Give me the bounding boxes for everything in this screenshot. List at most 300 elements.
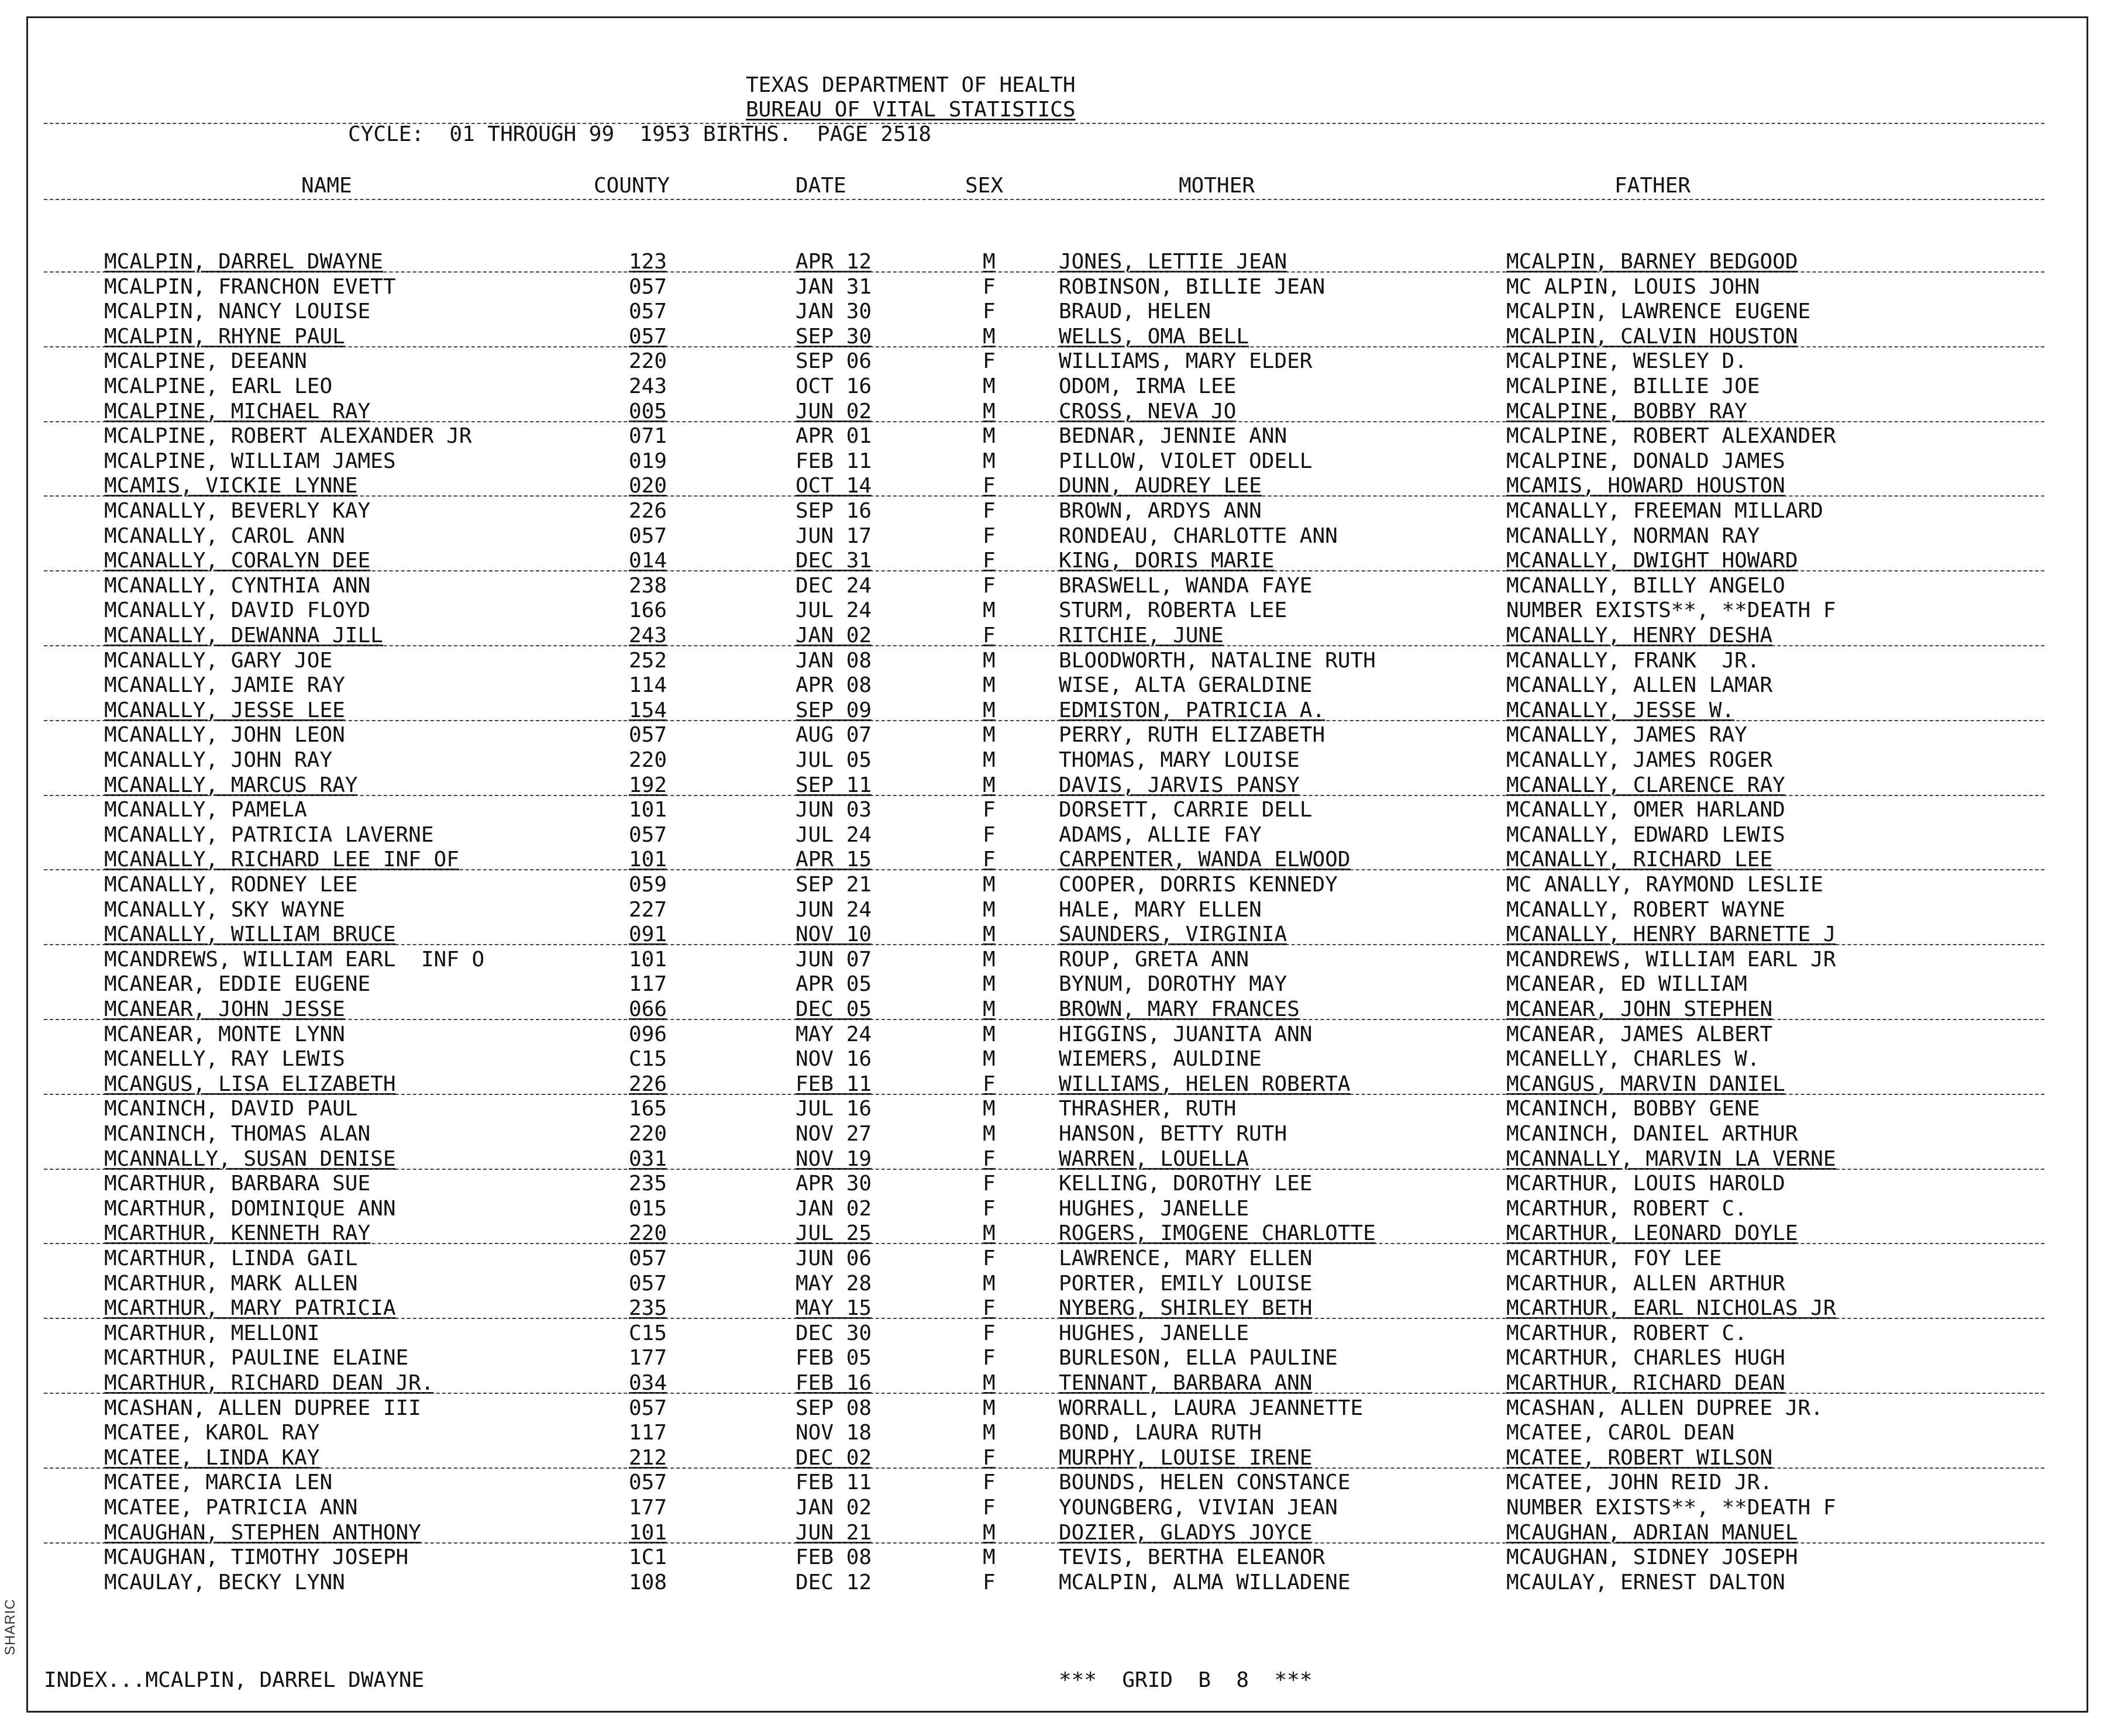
cell-father: MCANGUS, MARVIN DANIEL — [1506, 1072, 1785, 1096]
cell-father: MCALPINE, BOBBY RAY — [1506, 399, 1747, 423]
cell-county: 166 — [629, 598, 667, 622]
cell-mother: BROWN, MARY FRANCES — [1059, 997, 1300, 1021]
cell-sex: M — [983, 773, 996, 797]
cell-date: JUL 24 — [796, 823, 872, 847]
cell-father: MCARTHUR, FOY LEE — [1506, 1246, 1722, 1270]
cell-name: MCATEE, LINDA KAY — [104, 1446, 320, 1470]
cell-sex: M — [983, 1371, 996, 1395]
cell-father: MCALPIN, CALVIN HOUSTON — [1506, 325, 1798, 349]
cell-name: MCARTHUR, BARBARA SUE — [104, 1172, 371, 1196]
cell-mother: BOUNDS, HELEN CONSTANCE — [1059, 1470, 1351, 1494]
cell-date: SEP 11 — [796, 773, 872, 797]
cell-father: MCANDREWS, WILLIAM EARL JR — [1506, 948, 1836, 972]
cell-date: JAN 02 — [796, 1496, 872, 1520]
row-separator — [44, 346, 2044, 347]
cell-date: JUL 24 — [796, 598, 872, 622]
cell-sex: M — [983, 1022, 996, 1046]
col-header-county: COUNTY — [594, 174, 670, 198]
cell-county: 154 — [629, 698, 667, 722]
cell-sex: M — [983, 399, 996, 423]
row-separator — [44, 271, 2044, 273]
cell-father: MCANALLY, NORMAN RAY — [1506, 524, 1760, 548]
row-separator — [44, 1243, 2044, 1244]
cell-name: MCANALLY, RODNEY LEE — [104, 873, 358, 897]
cell-date: JUL 05 — [796, 748, 872, 772]
cell-sex: F — [983, 299, 996, 323]
cell-mother: BROWN, ARDYS ANN — [1059, 499, 1262, 523]
header-divider — [44, 123, 2044, 124]
cell-mother: STURM, ROBERTA LEE — [1059, 598, 1287, 622]
cell-father: NUMBER EXISTS**, **DEATH F — [1506, 598, 1836, 622]
cell-father: MCARTHUR, ALLEN ARTHUR — [1506, 1272, 1785, 1296]
cell-mother: KELLING, DOROTHY LEE — [1059, 1172, 1313, 1196]
row-separator — [44, 645, 2044, 646]
cell-mother: WIEMERS, AULDINE — [1059, 1047, 1262, 1071]
cell-father: MCANELLY, CHARLES W. — [1506, 1047, 1760, 1071]
cycle-line: CYCLE: 01 THROUGH 99 1953 BIRTHS. PAGE 2518 — [348, 122, 931, 146]
cell-father: MCANALLY, JAMES ROGER — [1506, 748, 1773, 772]
cell-name: MCANEAR, JOHN JESSE — [104, 997, 345, 1021]
cell-date: NOV 19 — [796, 1147, 872, 1171]
cell-sex: F — [983, 798, 996, 822]
cell-name: MCANALLY, JOHN RAY — [104, 748, 333, 772]
cell-father: MCALPINE, DONALD JAMES — [1506, 449, 1785, 473]
cell-father: MCANEAR, JOHN STEPHEN — [1506, 997, 1773, 1021]
cell-sex: M — [983, 449, 996, 473]
cell-date: APR 30 — [796, 1172, 872, 1196]
cell-mother: PORTER, EMILY LOUISE — [1059, 1272, 1313, 1296]
cell-sex: F — [983, 499, 996, 523]
cell-date: NOV 16 — [796, 1047, 872, 1071]
cell-father: MCANEAR, JAMES ALBERT — [1506, 1022, 1773, 1046]
cell-mother: NYBERG, SHIRLEY BETH — [1059, 1296, 1313, 1320]
cell-mother: HALE, MARY ELLEN — [1059, 898, 1262, 922]
cell-name: MCANALLY, GARY JOE — [104, 649, 333, 673]
cell-mother: WILLIAMS, MARY ELDER — [1059, 349, 1313, 373]
column-header-divider — [44, 199, 2044, 200]
cell-sex: M — [983, 698, 996, 722]
cell-date: JUN 24 — [796, 898, 872, 922]
cell-county: 066 — [629, 997, 667, 1021]
cell-date: JAN 02 — [796, 1197, 872, 1221]
cell-name: MCANALLY, DAVID FLOYD — [104, 598, 371, 622]
cell-county: 226 — [629, 499, 667, 523]
cell-father: MCANALLY, DWIGHT HOWARD — [1506, 549, 1798, 573]
cell-mother: BEDNAR, JENNIE ANN — [1059, 424, 1287, 448]
cell-date: FEB 08 — [796, 1545, 872, 1569]
cell-name: MCALPINE, WILLIAM JAMES — [104, 449, 396, 473]
cell-county: 177 — [629, 1496, 667, 1520]
col-header-mother: MOTHER — [1179, 174, 1255, 198]
cell-sex: F — [983, 474, 996, 498]
cell-mother: MURPHY, LOUISE IRENE — [1059, 1446, 1313, 1470]
cell-county: 057 — [629, 299, 667, 323]
cell-mother: ROBINSON, BILLIE JEAN — [1059, 275, 1325, 299]
cell-name: MCANALLY, PAMELA — [104, 798, 307, 822]
cell-name: MCATEE, MARCIA LEN — [104, 1470, 333, 1494]
cell-name: MCATEE, PATRICIA ANN — [104, 1496, 358, 1520]
cell-sex: F — [983, 1197, 996, 1221]
cell-name: MCARTHUR, RICHARD DEAN JR. — [104, 1371, 434, 1395]
col-header-date: DATE — [796, 174, 846, 198]
cell-sex: M — [983, 673, 996, 697]
cell-county: C15 — [629, 1321, 667, 1345]
cell-name: MCALPINE, MICHAEL RAY — [104, 399, 371, 423]
cell-sex: F — [983, 349, 996, 373]
cell-date: FEB 11 — [796, 1470, 872, 1494]
cell-name: MCANALLY, RICHARD LEE INF OF — [104, 848, 459, 872]
cell-date: DEC 12 — [796, 1570, 872, 1594]
cell-mother: TEVIS, BERTHA ELEANOR — [1059, 1545, 1325, 1569]
index-line: INDEX...MCALPIN, DARREL DWAYNE — [44, 1668, 425, 1692]
cell-father: MCANEAR, ED WILLIAM — [1506, 972, 1747, 996]
cell-name: MCALPIN, FRANCHON EVETT — [104, 275, 396, 299]
cell-county: 235 — [629, 1172, 667, 1196]
cell-date: NOV 10 — [796, 922, 872, 946]
report-subtitle: BUREAU OF VITAL STATISTICS — [746, 98, 1076, 122]
cell-father: MCANALLY, CLARENCE RAY — [1506, 773, 1785, 797]
cell-sex: F — [983, 1246, 996, 1270]
cell-name: MCASHAN, ALLEN DUPREE III — [104, 1396, 421, 1420]
cell-name: MCARTHUR, MARK ALLEN — [104, 1272, 358, 1296]
cell-date: APR 15 — [796, 848, 872, 872]
cell-name: MCATEE, KAROL RAY — [104, 1421, 320, 1445]
cell-county: C15 — [629, 1047, 667, 1071]
cell-mother: EDMISTON, PATRICIA A. — [1059, 698, 1325, 722]
cell-father: MCAMIS, HOWARD HOUSTON — [1506, 474, 1785, 498]
cell-county: 091 — [629, 922, 667, 946]
cell-mother: PILLOW, VIOLET ODELL — [1059, 449, 1313, 473]
cell-county: 057 — [629, 1246, 667, 1270]
cell-county: 005 — [629, 399, 667, 423]
cell-father: MCARTHUR, LEONARD DOYLE — [1506, 1221, 1798, 1245]
cell-name: MCANALLY, JAMIE RAY — [104, 673, 345, 697]
cell-sex: M — [983, 649, 996, 673]
cell-father: MCANALLY, ROBERT WAYNE — [1506, 898, 1785, 922]
cell-date: JAN 08 — [796, 649, 872, 673]
cell-father: MCAUGHAN, ADRIAN MANUEL — [1506, 1521, 1798, 1545]
cell-sex: M — [983, 1221, 996, 1245]
cell-sex: F — [983, 524, 996, 548]
cell-mother: SAUNDERS, VIRGINIA — [1059, 922, 1287, 946]
cell-county: 057 — [629, 823, 667, 847]
cell-name: MCAUGHAN, STEPHEN ANTHONY — [104, 1521, 421, 1545]
cell-sex: M — [983, 1396, 996, 1420]
cell-mother: JONES, LETTIE JEAN — [1059, 250, 1287, 274]
cell-sex: M — [983, 1421, 996, 1445]
cell-sex: M — [983, 325, 996, 349]
cell-county: 117 — [629, 972, 667, 996]
cell-name: MCAUGHAN, TIMOTHY JOSEPH — [104, 1545, 409, 1569]
cell-date: MAY 15 — [796, 1296, 872, 1320]
cell-mother: PERRY, RUTH ELIZABETH — [1059, 723, 1325, 747]
cell-sex: F — [983, 1496, 996, 1520]
cell-sex: F — [983, 848, 996, 872]
cell-county: 101 — [629, 798, 667, 822]
cell-name: MCANNALLY, SUSAN DENISE — [104, 1147, 396, 1171]
cell-name: MCANALLY, CAROL ANN — [104, 524, 345, 548]
cell-father: MC ALPIN, LOUIS JOHN — [1506, 275, 1760, 299]
cell-county: 057 — [629, 1396, 667, 1420]
cell-mother: DORSETT, CARRIE DELL — [1059, 798, 1313, 822]
cell-mother: BLOODWORTH, NATALINE RUTH — [1059, 649, 1376, 673]
cell-mother: DOZIER, GLADYS JOYCE — [1059, 1521, 1313, 1545]
cell-mother: TENNANT, BARBARA ANN — [1059, 1371, 1313, 1395]
cell-mother: ROGERS, IMOGENE CHARLOTTE — [1059, 1221, 1376, 1245]
cell-date: DEC 30 — [796, 1321, 872, 1345]
cell-sex: M — [983, 748, 996, 772]
cell-sex: F — [983, 574, 996, 598]
cell-county: 057 — [629, 723, 667, 747]
cell-sex: M — [983, 1272, 996, 1296]
cell-date: FEB 11 — [796, 449, 872, 473]
cell-mother: WELLS, OMA BELL — [1059, 325, 1249, 349]
cell-county: 096 — [629, 1022, 667, 1046]
cell-sex: F — [983, 1172, 996, 1196]
row-separator — [44, 1094, 2044, 1095]
cell-father: MCANNALLY, MARVIN LA VERNE — [1506, 1147, 1836, 1171]
cell-county: 1C1 — [629, 1545, 667, 1569]
cell-father: MCATEE, ROBERT WILSON — [1506, 1446, 1773, 1470]
cell-name: MCARTHUR, DOMINIQUE ANN — [104, 1197, 396, 1221]
cell-sex: M — [983, 972, 996, 996]
cell-date: JUN 17 — [796, 524, 872, 548]
cell-father: MCANALLY, OMER HARLAND — [1506, 798, 1785, 822]
cell-father: MCANALLY, HENRY BARNETTE J — [1506, 922, 1836, 946]
cell-mother: HANSON, BETTY RUTH — [1059, 1122, 1287, 1146]
cell-county: 057 — [629, 325, 667, 349]
cell-father: MCALPINE, ROBERT ALEXANDER — [1506, 424, 1836, 448]
cell-county: 165 — [629, 1097, 667, 1121]
cell-sex: M — [983, 374, 996, 398]
cell-mother: HUGHES, JANELLE — [1059, 1321, 1249, 1345]
cell-mother: BURLESON, ELLA PAULINE — [1059, 1346, 1338, 1370]
row-separator — [44, 795, 2044, 796]
cell-father: MCALPIN, LAWRENCE EUGENE — [1506, 299, 1811, 323]
cell-name: MCALPIN, DARREL DWAYNE — [104, 250, 383, 274]
cell-mother: HIGGINS, JUANITA ANN — [1059, 1022, 1313, 1046]
cell-mother: WORRALL, LAURA JEANNETTE — [1059, 1396, 1364, 1420]
cell-mother: CROSS, NEVA JO — [1059, 399, 1237, 423]
cell-mother: YOUNGBERG, VIVIAN JEAN — [1059, 1496, 1338, 1520]
cell-county: 057 — [629, 1470, 667, 1494]
cell-mother: WISE, ALTA GERALDINE — [1059, 673, 1313, 697]
cell-date: FEB 16 — [796, 1371, 872, 1395]
cell-mother: HUGHES, JANELLE — [1059, 1197, 1249, 1221]
cell-county: 020 — [629, 474, 667, 498]
cell-sex: M — [983, 1047, 996, 1071]
cell-name: MCARTHUR, PAULINE ELAINE — [104, 1346, 409, 1370]
cell-county: 238 — [629, 574, 667, 598]
cell-county: 057 — [629, 1272, 667, 1296]
cell-sex: F — [983, 823, 996, 847]
cell-mother: DUNN, AUDREY LEE — [1059, 474, 1262, 498]
cell-county: 101 — [629, 1521, 667, 1545]
cell-name: MCANEAR, MONTE LYNN — [104, 1022, 345, 1046]
cell-name: MCANALLY, DEWANNA JILL — [104, 624, 383, 647]
row-separator — [44, 1468, 2044, 1469]
cell-father: MCARTHUR, LOUIS HAROLD — [1506, 1172, 1785, 1196]
cell-county: 226 — [629, 1072, 667, 1096]
cell-name: MCANDREWS, WILLIAM EARL INF O — [104, 948, 485, 972]
cell-date: APR 01 — [796, 424, 872, 448]
cell-name: MCANINCH, THOMAS ALAN — [104, 1122, 371, 1146]
cell-date: JUN 07 — [796, 948, 872, 972]
cell-father: MCARTHUR, RICHARD DEAN — [1506, 1371, 1785, 1395]
grid-label: *** GRID B 8 *** — [1059, 1668, 1313, 1692]
cell-sex: M — [983, 723, 996, 747]
cell-sex: F — [983, 549, 996, 573]
cell-date: JUN 21 — [796, 1521, 872, 1545]
cell-date: SEP 09 — [796, 698, 872, 722]
cell-father: MCARTHUR, CHARLES HUGH — [1506, 1346, 1785, 1370]
cell-date: DEC 31 — [796, 549, 872, 573]
cell-county: 220 — [629, 349, 667, 373]
side-label: SHARIC — [2, 1599, 18, 1655]
cell-date: JAN 30 — [796, 299, 872, 323]
cell-name: MCANALLY, PATRICIA LAVERNE — [104, 823, 434, 847]
row-separator — [44, 944, 2044, 945]
cell-mother: ADAMS, ALLIE FAY — [1059, 823, 1262, 847]
cell-county: 220 — [629, 1221, 667, 1245]
cell-mother: WARREN, LOUELLA — [1059, 1147, 1249, 1171]
cell-name: MCANALLY, WILLIAM BRUCE — [104, 922, 396, 946]
cell-sex: F — [983, 275, 996, 299]
cell-county: 019 — [629, 449, 667, 473]
cell-county: 177 — [629, 1346, 667, 1370]
cell-county: 235 — [629, 1296, 667, 1320]
cell-date: SEP 16 — [796, 499, 872, 523]
cell-name: MCALPIN, RHYNE PAUL — [104, 325, 345, 349]
cell-mother: WILLIAMS, HELEN ROBERTA — [1059, 1072, 1351, 1096]
cell-mother: ROUP, GRETA ANN — [1059, 948, 1249, 972]
cell-county: 101 — [629, 848, 667, 872]
cell-county: 252 — [629, 649, 667, 673]
cell-county: 192 — [629, 773, 667, 797]
cell-sex: F — [983, 1346, 996, 1370]
cell-mother: THOMAS, MARY LOUISE — [1059, 748, 1300, 772]
cell-father: MCARTHUR, ROBERT C. — [1506, 1197, 1747, 1221]
cell-father: MCANALLY, RICHARD LEE — [1506, 848, 1773, 872]
cell-county: 031 — [629, 1147, 667, 1171]
cell-date: FEB 11 — [796, 1072, 872, 1096]
cell-sex: F — [983, 1470, 996, 1494]
cell-mother: KING, DORIS MARIE — [1059, 549, 1275, 573]
cell-date: SEP 08 — [796, 1396, 872, 1420]
cell-name: MCANELLY, RAY LEWIS — [104, 1047, 345, 1071]
cell-name: MCANALLY, CORALYN DEE — [104, 549, 371, 573]
cell-name: MCARTHUR, MELLONI — [104, 1321, 320, 1345]
cell-date: NOV 18 — [796, 1421, 872, 1445]
cell-mother: DAVIS, JARVIS PANSY — [1059, 773, 1300, 797]
cell-mother: RONDEAU, CHARLOTTE ANN — [1059, 524, 1338, 548]
cell-county: 220 — [629, 1122, 667, 1146]
cell-father: MCANALLY, FREEMAN MILLARD — [1506, 499, 1823, 523]
cell-county: 227 — [629, 898, 667, 922]
cell-sex: M — [983, 873, 996, 897]
cell-sex: F — [983, 1570, 996, 1594]
cell-mother: LAWRENCE, MARY ELLEN — [1059, 1246, 1313, 1270]
cell-date: MAY 24 — [796, 1022, 872, 1046]
cell-name: MCANGUS, LISA ELIZABETH — [104, 1072, 396, 1096]
cell-name: MCANALLY, JESSE LEE — [104, 698, 345, 722]
cell-date: AUG 07 — [796, 723, 872, 747]
row-separator — [44, 421, 2044, 422]
cell-county: 243 — [629, 374, 667, 398]
cell-name: MCARTHUR, KENNETH RAY — [104, 1221, 371, 1245]
cell-father: MCATEE, JOHN REID JR. — [1506, 1470, 1773, 1494]
cell-county: 014 — [629, 549, 667, 573]
cell-sex: F — [983, 1296, 996, 1320]
cell-name: MCANALLY, JOHN LEON — [104, 723, 345, 747]
row-separator — [44, 1393, 2044, 1394]
cell-sex: M — [983, 1521, 996, 1545]
cell-sex: M — [983, 250, 996, 274]
cell-county: 057 — [629, 524, 667, 548]
cell-name: MCALPIN, NANCY LOUISE — [104, 299, 371, 323]
cell-date: JUN 02 — [796, 399, 872, 423]
cell-father: MCARTHUR, ROBERT C. — [1506, 1321, 1747, 1345]
cell-date: JAN 02 — [796, 624, 872, 647]
cell-sex: F — [983, 1446, 996, 1470]
cell-mother: CARPENTER, WANDA ELWOOD — [1059, 848, 1351, 872]
cell-father: MCANALLY, ALLEN LAMAR — [1506, 673, 1773, 697]
cell-county: 015 — [629, 1197, 667, 1221]
cell-date: FEB 05 — [796, 1346, 872, 1370]
cell-mother: BOND, LAURA RUTH — [1059, 1421, 1262, 1445]
cell-name: MCANINCH, DAVID PAUL — [104, 1097, 358, 1121]
cell-date: OCT 16 — [796, 374, 872, 398]
cell-father: MCALPIN, BARNEY BEDGOOD — [1506, 250, 1798, 274]
cell-name: MCALPINE, ROBERT ALEXANDER JR — [104, 424, 472, 448]
cell-sex: M — [983, 1122, 996, 1146]
cell-father: MCANALLY, FRANK JR. — [1506, 649, 1760, 673]
cell-mother: THRASHER, RUTH — [1059, 1097, 1237, 1121]
cell-mother: BRAUD, HELEN — [1059, 299, 1211, 323]
row-separator — [44, 1019, 2044, 1020]
cell-father: MCANALLY, JESSE W. — [1506, 698, 1735, 722]
row-separator — [44, 570, 2044, 571]
cell-sex: F — [983, 1072, 996, 1096]
cell-county: 034 — [629, 1371, 667, 1395]
cell-date: DEC 02 — [796, 1446, 872, 1470]
cell-father: NUMBER EXISTS**, **DEATH F — [1506, 1496, 1836, 1520]
row-separator — [44, 1318, 2044, 1319]
cell-mother: RITCHIE, JUNE — [1059, 624, 1224, 647]
cell-name: MCANEAR, EDDIE EUGENE — [104, 972, 371, 996]
row-separator — [44, 720, 2044, 721]
col-header-sex: SEX — [965, 174, 1004, 198]
col-header-name: NAME — [301, 174, 352, 198]
cell-date: APR 12 — [796, 250, 872, 274]
cell-father: MCARTHUR, EARL NICHOLAS JR — [1506, 1296, 1836, 1320]
report-title: TEXAS DEPARTMENT OF HEALTH — [746, 73, 1076, 97]
row-separator — [44, 495, 2044, 497]
cell-name: MCANALLY, BEVERLY KAY — [104, 499, 371, 523]
cell-date: NOV 27 — [796, 1122, 872, 1146]
cell-county: 059 — [629, 873, 667, 897]
cell-date: JAN 31 — [796, 275, 872, 299]
cell-mother: ODOM, IRMA LEE — [1059, 374, 1237, 398]
cell-father: MCANINCH, DANIEL ARTHUR — [1506, 1122, 1798, 1146]
cell-date: SEP 30 — [796, 325, 872, 349]
cell-county: 101 — [629, 948, 667, 972]
cell-date: APR 08 — [796, 673, 872, 697]
cell-county: 071 — [629, 424, 667, 448]
cell-date: DEC 24 — [796, 574, 872, 598]
cell-sex: M — [983, 424, 996, 448]
cell-sex: M — [983, 898, 996, 922]
